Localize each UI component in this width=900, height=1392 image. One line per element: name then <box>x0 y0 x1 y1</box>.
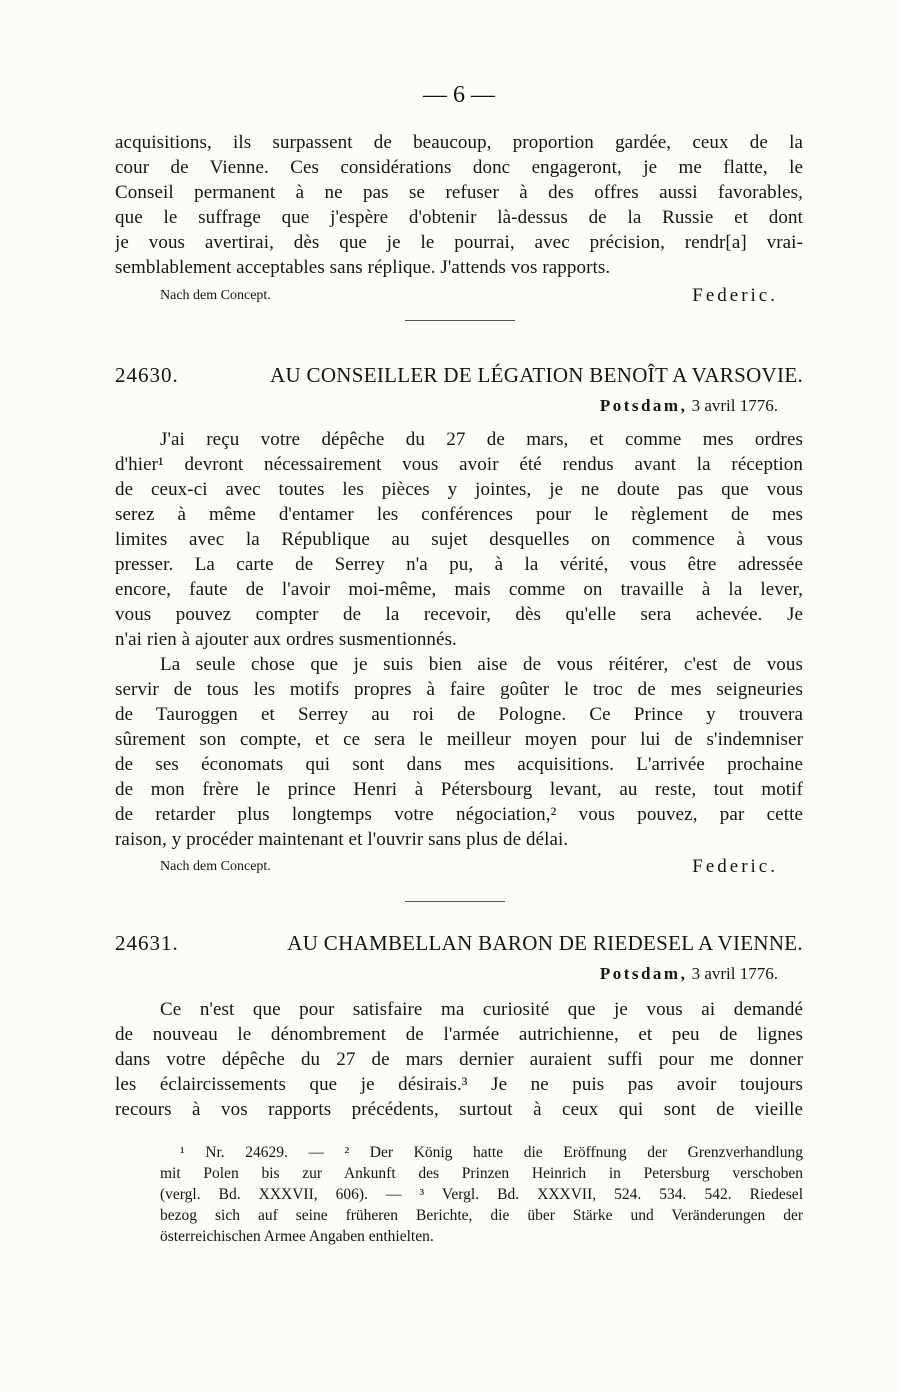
footnote-line: österreichischen Armee Angaben enthielten. <box>160 1228 434 1245</box>
source-note: Nach dem Concept. <box>160 288 271 303</box>
letter-heading <box>115 360 803 390</box>
letter-paragraph <box>115 427 803 652</box>
dateline-place: Potsdam, <box>599 964 688 983</box>
dateline-date: 3 avril 1776. <box>691 964 778 983</box>
text-line: serez à même d'entamer les conférences pour le règlement de mes <box>115 504 803 525</box>
footnotes <box>160 1142 803 1247</box>
footnote-line: bezog sich auf seine früheren Berichte, die über Stärke und Veränderungen der <box>160 1207 803 1224</box>
letter-number: 24630. <box>115 363 179 387</box>
text-line: dans votre dépêche du 27 de mars dernier auraient suffi pour me donner <box>115 1049 803 1070</box>
letter-heading <box>115 928 803 958</box>
text-line: d'hier¹ devront nécessairement vous avoir été rendus avant la réception <box>115 454 803 475</box>
text-line: de ses économats qui sont dans mes acquisitions. L'arrivée prochaine <box>115 754 803 775</box>
text-line: de retarder plus longtemps votre négociation,² vous pouvez, par cette <box>115 804 803 825</box>
text-line: les éclaircissements que je désirais.³ Je ne puis pas avoir toujours <box>115 1074 803 1095</box>
text-line: vous pouvez compter de la recevoir, dès qu'elle sera achevée. Je <box>115 604 803 625</box>
text-line: encore, faute de l'avoir moi-même, mais comme on travaille à la lever, <box>115 579 803 600</box>
text-line: je vous avertirai, dès que je le pourrai, avec précision, rendr[a] vrai- <box>115 232 803 253</box>
signature: Federic. <box>692 856 778 877</box>
source-note-row <box>115 855 803 879</box>
footnote-line: ¹ Nr. 24629. — ² Der König hatte die Eröffnung der Grenzverhandlung <box>180 1144 803 1161</box>
text-line: servir de tous les motifs propres à faire goûter le troc de mes seigneuries <box>115 679 803 700</box>
letter-number: 24631. <box>115 931 179 955</box>
text-line: de Tauroggen et Serrey au roi de Pologne. Ce Prince y trouvera <box>115 704 803 725</box>
text-line: de mon frère le prince Henri à Pétersbourg levant, au reste, tout motif <box>115 779 803 800</box>
letter-title: AU CHAMBELLAN BARON DE RIEDESEL A VIENNE. <box>287 931 803 955</box>
footnote-line: (vergl. Bd. XXXVII, 606). — ³ Vergl. Bd. XXXVII, 524. 534. 542. Riedesel <box>160 1186 803 1203</box>
text-line: de nouveau le dénombrement de l'armée autrichienne, et peu de lignes <box>115 1024 803 1045</box>
dateline <box>600 394 778 418</box>
dateline-date: 3 avril 1776. <box>691 396 778 415</box>
section-divider <box>405 320 515 321</box>
text-line: acquisitions, ils surpassent de beaucoup, proportion gardée, ceux de la <box>115 132 803 153</box>
text-line: que le suffrage que j'espère d'obtenir là-dessus de la Russie et dont <box>115 207 803 228</box>
text-line: J'ai reçu votre dépêche du 27 de mars, et comme mes ordres <box>160 429 803 450</box>
text-line: raison, y procéder maintenant et l'ouvrir sans plus de délai. <box>115 829 569 850</box>
footnote-line: mit Polen bis zur Ankunft des Prinzen Heinrich in Petersburg verschoben <box>160 1165 803 1182</box>
text-line: La seule chose que je suis bien aise de vous réitérer, c'est de vous <box>160 654 803 675</box>
source-note-row <box>115 284 803 308</box>
text-line: presser. La carte de Serrey n'a pu, à la vérité, vous être adressée <box>115 554 803 575</box>
text-line: Ce n'est que pour satisfaire ma curiosité que je vous ai demandé <box>160 999 803 1020</box>
letter-title: AU CONSEILLER DE LÉGATION BENOÎT A VARSOVIE. <box>270 363 803 387</box>
continued-paragraph <box>115 130 803 280</box>
text-line: semblablement acceptables sans réplique. J'attends vos rapports. <box>115 257 611 278</box>
dateline <box>600 962 778 986</box>
text-line: recours à vos rapports précédents, surtout à ceux qui sont de vieille <box>115 1099 803 1120</box>
text-line: limites avec la République au sujet desquelles on commence à vous <box>115 529 803 550</box>
letter-paragraph <box>115 652 803 852</box>
text-line: n'ai rien à ajouter aux ordres susmentionnés. <box>115 629 457 650</box>
text-line: de ceux-ci avec toutes les pièces y jointes, je ne doute pas que vous <box>115 479 803 500</box>
signature: Federic. <box>692 285 778 306</box>
dateline-place: Potsdam, <box>599 396 688 415</box>
page-number: — 6 — <box>423 82 495 108</box>
letter-paragraph <box>115 997 803 1122</box>
section-divider <box>405 901 505 902</box>
text-line: sûrement son compte, et ce sera le meilleur moyen pour lui de s'indemniser <box>115 729 803 750</box>
text-line: cour de Vienne. Ces considérations donc engageront, je me flatte, le <box>115 157 803 178</box>
text-line: Conseil permanent à ne pas se refuser à des offres aussi favorables, <box>115 182 803 203</box>
source-note: Nach dem Concept. <box>160 859 271 874</box>
